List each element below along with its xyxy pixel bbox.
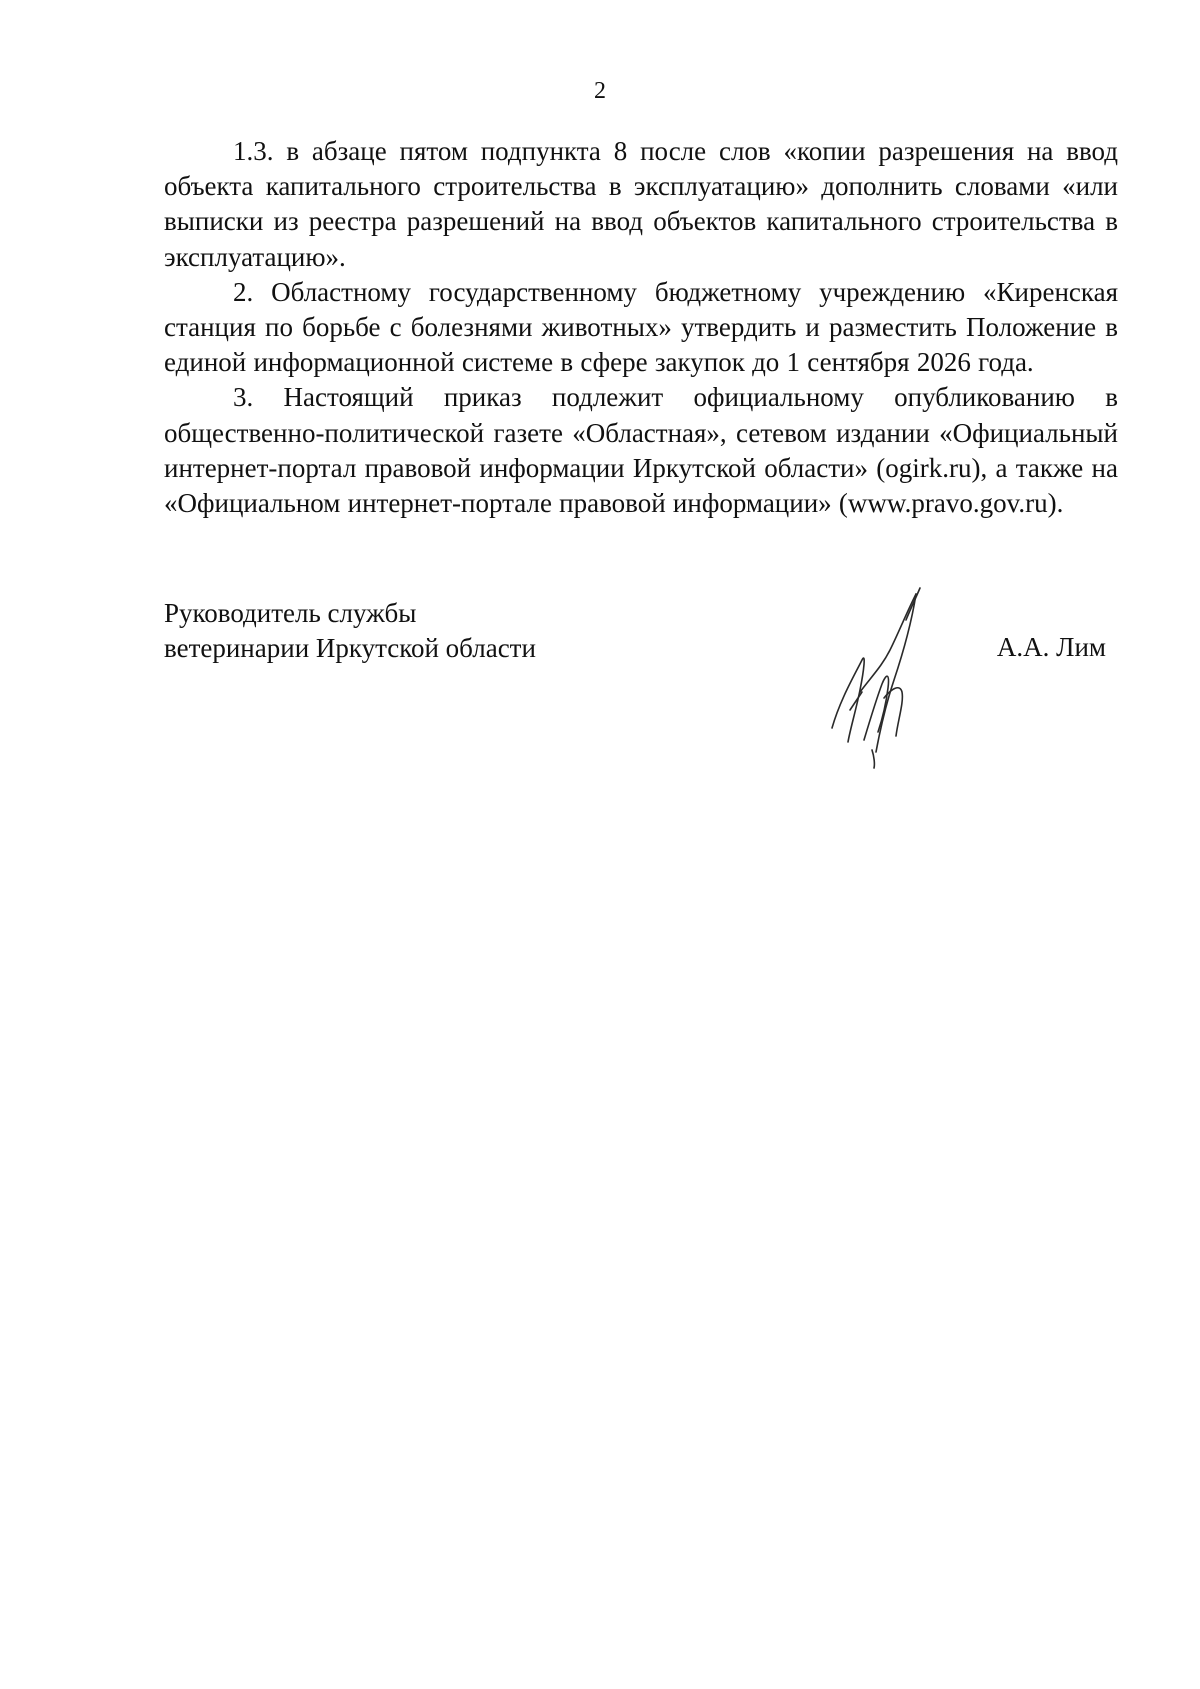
page-number: 2	[594, 78, 606, 104]
signer-name: А.А. Лим	[996, 632, 1106, 662]
signer-position	[164, 596, 536, 666]
signature-block	[164, 596, 1118, 766]
document-body	[164, 134, 1118, 521]
signer-position-line-1: Руководитель службы	[164, 598, 417, 628]
paragraph-3: 3. Настоящий приказ подлежит официальному опубликованию в общественно-политической газете «Областная», сетевом издании «Официальный интернет-портал правовой информации Иркутской области» (ogirk.ru), а также на «Официальном интернет-портале правовой информации» (www.pravo.gov.ru).	[164, 382, 1118, 519]
paragraph-1-3: 1.3. в абзаце пятом подпункта 8 после слов «копии разрешения на ввод объекта капитального строительства в эксплуатацию» дополнить словами «или выписки из реестра разрешений на ввод объектов капитального строительства в эксплуатацию».	[164, 136, 1118, 272]
signer-position-line-2: ветеринарии Иркутской области	[164, 633, 536, 663]
handwritten-signature-icon	[820, 580, 960, 770]
paragraph-2: 2. Областному государственному бюджетному учреждению «Киренская станция по борьбе с болезнями животных» утвердить и разместить Положение в единой информационной системе в сфере закупок до 1 сентября 2026 года.	[164, 276, 1118, 378]
